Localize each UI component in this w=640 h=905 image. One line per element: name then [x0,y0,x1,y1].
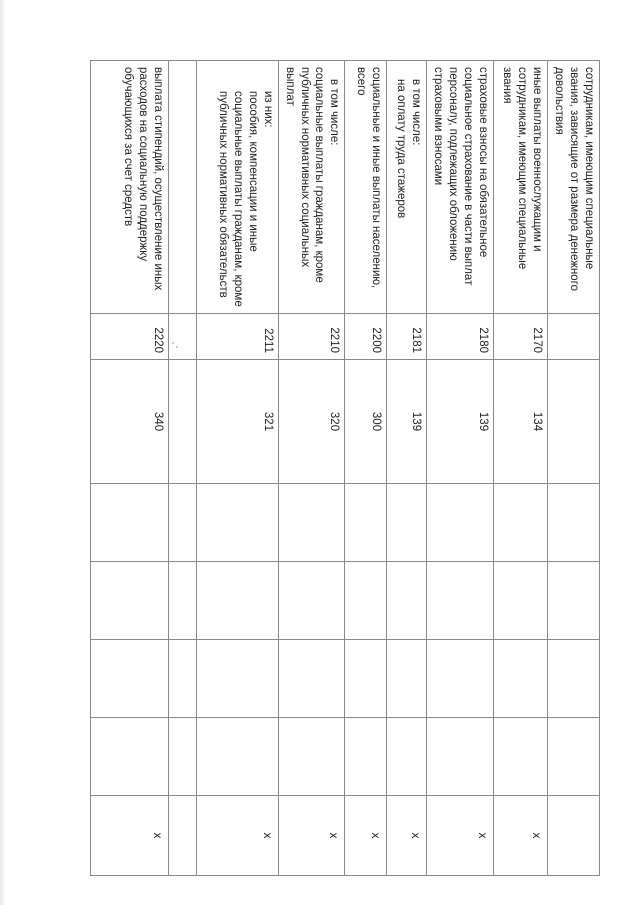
scan-edge [0,0,6,905]
row-label: пособия, компенсации и иные социальные выплаты гражданам, кроме публичных нормативных обязательств [216,91,259,307]
row-kosgu: 139 [427,360,494,484]
row-cross: x [196,796,278,876]
table-row [278,61,345,876]
row-kosgu [548,360,600,484]
table-row [345,61,387,876]
row-label: страховые взносы на обязательное социальное страхование в части выплат персоналу, подлежащих обложению страховыми взносами [427,61,494,314]
scan-speck [176,346,178,348]
table-row [387,61,427,876]
row-code: 2210 [278,314,345,360]
table-row [196,61,278,876]
row-kosgu [168,360,196,484]
row-code: 2181 [387,314,427,360]
row-cross: x [345,796,387,876]
table-row [90,61,168,876]
row-label [168,61,196,314]
table-row [494,61,548,876]
row-cross [168,796,196,876]
row-code: 2170 [494,314,548,360]
row-code [168,314,196,360]
row-label: социальные и иные выплаты населению, всего [345,61,387,314]
row-label: на оплату труда стажеров [395,79,408,219]
row-code: 2180 [427,314,494,360]
row-label-cell [196,61,278,314]
row-code: 2200 [345,314,387,360]
financial-plan-table [90,60,600,876]
row-cross: x [494,796,548,876]
rotated-page [100,60,600,875]
row-prefix: в том числе: [410,79,423,146]
scan-speck [172,342,174,344]
row-kosgu: 320 [278,360,345,484]
row-code [548,314,600,360]
row-label-cell [278,61,345,314]
row-kosgu: 139 [387,360,427,484]
row-kosgu: 134 [494,360,548,484]
row-label: социальные выплаты гражданам, кроме публичных нормативных социальных выплат [283,67,326,283]
row-kosgu: 321 [196,360,278,484]
row-kosgu: 340 [90,360,168,484]
row-prefix: в том числе: [328,79,341,146]
row-label: сотрудникам, имеющим специальные звания, зависящие от размера денежного довольствия [548,61,600,314]
row-cross: x [427,796,494,876]
row-cross: x [387,796,427,876]
row-code: 2211 [196,314,278,360]
table-row [427,61,494,876]
table-row [168,61,196,876]
row-label: иные выплаты военнослужащим и сотрудникам, имеющим специальные звания [494,61,548,314]
row-kosgu: 300 [345,360,387,484]
row-code: 2220 [90,314,168,360]
row-cross: x [90,796,168,876]
row-label-cell [387,61,427,314]
table-row [548,61,600,876]
row-cross [548,796,600,876]
row-prefix: из них: [261,91,274,128]
row-label: выплата стипендий, осуществление иных расходов на социальную поддержку обучающихся за счет средств [90,61,168,314]
row-cross: x [278,796,345,876]
